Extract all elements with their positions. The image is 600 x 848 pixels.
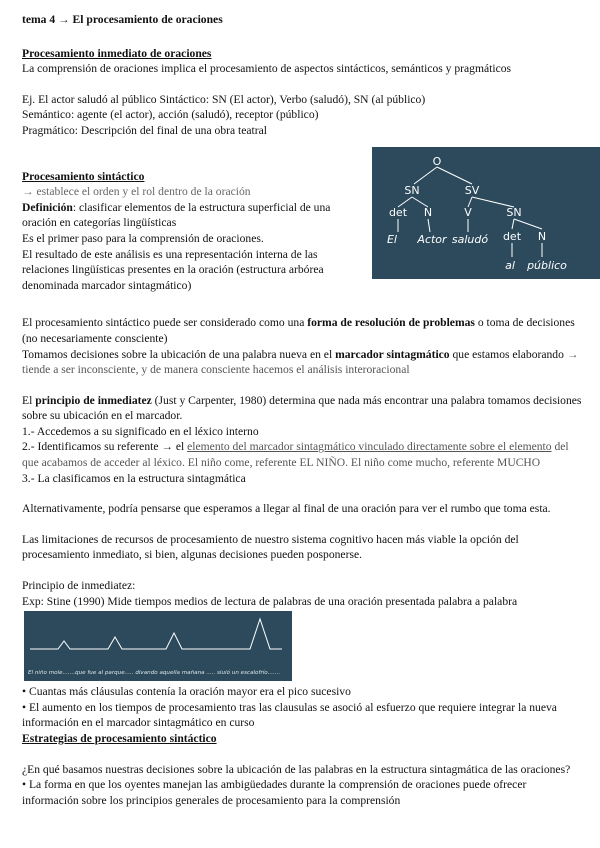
inmediatez-step-1: 1.- Accedemos a su significado en el léxico interno	[22, 424, 259, 438]
tree-node-v: V	[464, 205, 472, 219]
section-sintactico	[22, 154, 582, 294]
step2-underlined: elemento del marcador sintagmático vinculado directamente sobre el elemento	[187, 440, 552, 454]
syntax-tree-figure	[372, 147, 600, 279]
step2-text-c: del que acabamos de acceder al léxico. El niño come, referente EL NIÑO. El niño come mucho, referente MUCHO	[22, 440, 569, 470]
inmediatez-text-a: El	[22, 393, 36, 407]
definition-paragraph	[22, 200, 352, 231]
tree-node-sn2: SN	[506, 205, 522, 219]
marcador-bold-term: marcador sintagmático	[335, 347, 450, 361]
example-line-3: Pragmático: Descripción del final de una obra teatral	[22, 123, 267, 137]
inmediatez-step-2	[22, 439, 582, 470]
tree-word-el: El	[386, 232, 398, 246]
page-title: tema 4 → El procesamiento de oraciones	[22, 13, 223, 26]
sintactico-arrow-line: → establece el orden y el rol dentro de la oración	[22, 185, 251, 199]
tree-node-n2: N	[537, 229, 547, 243]
limitaciones-paragraph: Las limitaciones de recursos de procesamiento de nuestro sistema cognitivo hacen más viable la opción del procesamiento inmediato, si bien, algunas decisiones pueden posponerse.	[22, 532, 519, 562]
experiment-bullet-2: • El aumento en los tiempos de procesamiento tras las clausulas se asoció al esfuerzo que requiere integrar la nueva información en el marcador sintagmático en curso	[22, 700, 557, 730]
paragraph-intro: La comprensión de oraciones implica el procesamiento de aspectos sintácticos, semánticos y pragmáticos	[22, 62, 512, 76]
sintactico-line-3: Es el primer paso para la comprensión de oraciones.	[22, 231, 264, 245]
page-content	[22, 12, 582, 808]
alternativa-paragraph: Alternativamente, podría pensarse que esperamos a llegar al final de una oración para ver el rumbo que toma esta.	[22, 502, 551, 516]
tree-word-al: al	[505, 258, 515, 272]
problemas-text-2a: Tomamos decisiones sobre la ubicación de una palabra nueva en el	[22, 347, 336, 361]
section-heading-sintactico: Procesamiento sintáctico	[22, 169, 145, 183]
definition-text: : clasificar elementos de la estructura superficial de una oración en categorías lingüísticas	[22, 200, 331, 230]
tree-node-sv: SV	[464, 183, 480, 197]
estrategias-question: ¿En qué basamos nuestras decisiones sobre la ubicación de las palabras en la estructura sintagmática de las oraciones?	[22, 762, 571, 776]
tree-node-n: N	[423, 205, 433, 219]
tree-word-actor: Actor	[417, 232, 447, 246]
experiment-heading: Principio de inmediatez:	[22, 579, 136, 593]
problemas-text-c: o toma de decisiones (no necesariamente consciente)	[22, 316, 575, 345]
section-heading-estrategias: Estrategias de procesamiento sintáctico	[22, 732, 217, 745]
problemas-text-a: El procesamiento sintáctico puede ser considerado como una	[22, 316, 308, 330]
tree-node-det2: det	[502, 229, 522, 243]
inmediatez-step-3: 3.- La clasificamos en la estructura sintagmática	[22, 471, 246, 485]
problemas-paragraph-1	[22, 315, 582, 346]
step2-text-a: 2.- Identificamos su referente → el	[22, 440, 188, 454]
problemas-text-2c: que estamos elaborando	[449, 347, 567, 361]
estrategias-bullet: • La forma en que los oyentes manejan las ambigüedades durante la comprensión de oraciones puede ofrecer información sobre los principios generales de procesamiento para la comprensión	[22, 778, 527, 807]
definition-label: Definición	[22, 200, 73, 214]
section-heading-inmediato: Procesamiento inmediato de oraciones	[22, 46, 212, 60]
example-line-2: Semántico: agente (el actor), acción (saludó), receptor (público)	[22, 108, 319, 122]
inmediatez-paragraph	[22, 393, 582, 424]
problemas-text-2d: → tiende a ser inconsciente, y de manera consciente hacemos el análisis interoracional	[22, 347, 579, 377]
tree-word-saludo: saludó	[451, 232, 489, 246]
problemas-paragraph-2	[22, 347, 582, 378]
example-line-1: Ej. El actor saludó al público Sintáctico: SN (El actor), Verbo (saludó), SN (al público)	[22, 92, 426, 106]
experiment-description: Exp: Stine (1990) Mide tiempos medios de lectura de palabras de una oración presentada palabra a palabra	[22, 594, 518, 608]
experiment-bullet-1: • Cuantas más cláusulas contenía la oración mayor era el pico sucesivo	[22, 685, 351, 699]
tree-node-det: det	[388, 205, 408, 219]
inmediatez-text-c: (Just y Carpenter, 1980) determina que nada más encontrar una palabra tomamos decisiones sobre su ubicación en el marcador.	[22, 393, 582, 423]
sintactico-line-4: El resultado de este análisis es una representación interna de las relaciones lingüísticas presentes en la oración (estructura arbórea denominada marcador sintagmático)	[22, 247, 324, 292]
tree-node-o: O	[432, 154, 442, 168]
reading-time-figure	[24, 611, 292, 681]
figure-caption: El niño mole.......que fue al parque..... divando aquella mañana ..... siuió un escalofrío.......	[28, 670, 281, 677]
inmediatez-bold-term: principio de inmediatez	[35, 393, 152, 407]
tree-word-publico: público	[527, 258, 567, 272]
problemas-bold-term: forma de resolución de problemas	[307, 316, 475, 330]
tree-node-sn: SN	[404, 183, 420, 197]
reading-time-line	[30, 619, 282, 649]
